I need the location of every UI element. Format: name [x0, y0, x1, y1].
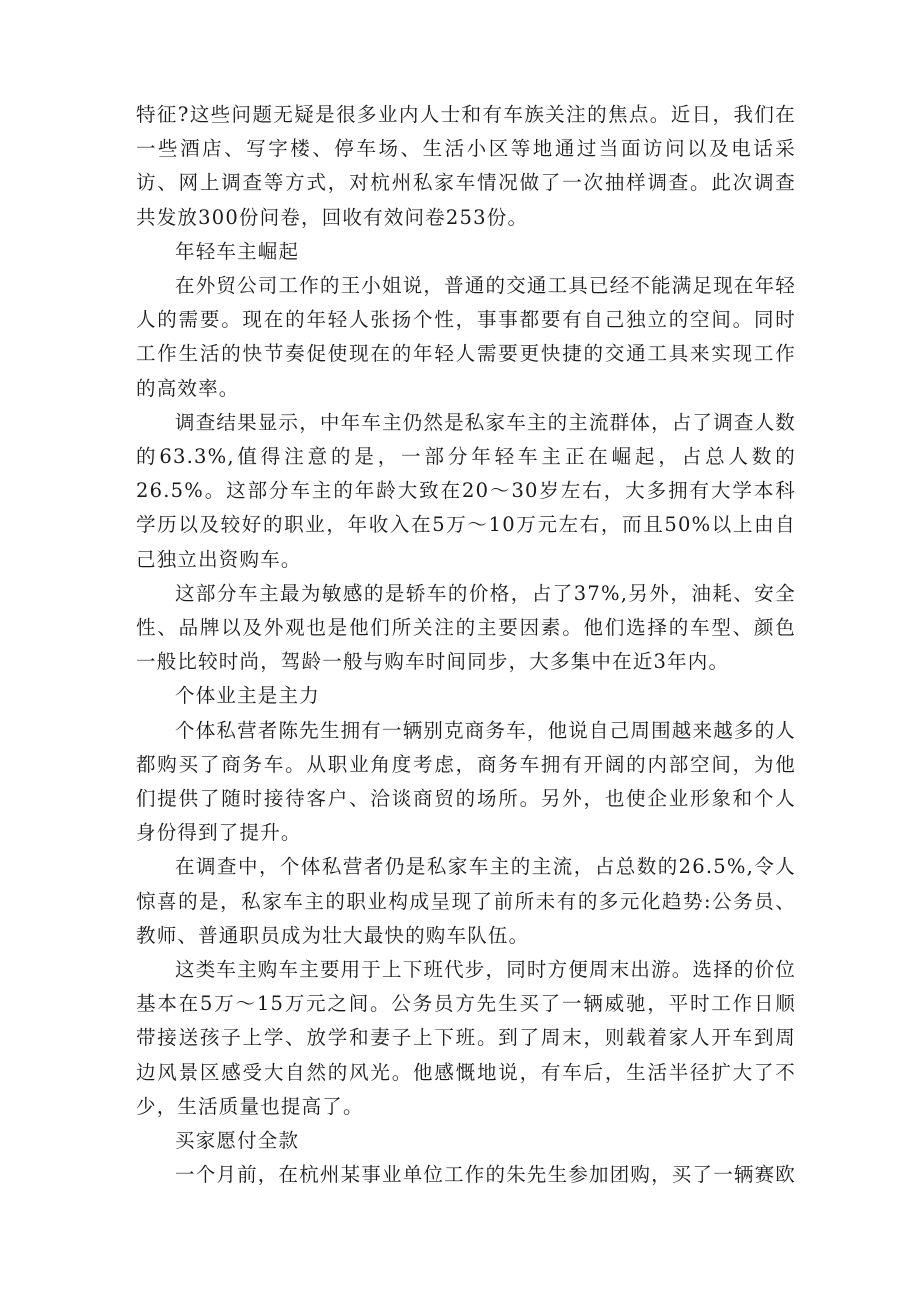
- section-heading-young-owners: 年轻车主崛起: [175, 239, 300, 263]
- section-heading-individual-owners: 个体业主是主力: [175, 684, 320, 708]
- section-heading-full-payment: 买家愿付全款: [175, 1129, 300, 1153]
- paragraph-intro-continued: 特征?这些问题无疑是很多业内人士和有车族关注的焦点。近日，我们在一些酒店、写字楼、停车场、生活小区等地通过当面访问以及电话采访、网上调查等方式，对杭州私家车情况做了一次抽样调查。此次调查共发放300份问卷，回收有效问卷253份。: [136, 103, 796, 229]
- paragraph: 个体私营者陈先生拥有一辆别克商务车，他说自己周围越来越多的人都购买了商务车。从职业角度考虑，商务车拥有开阔的内部空间，为他们提供了随时接待客户、洽谈商贸的场所。另外，也使企业形象和个人身份得到了提升。: [136, 718, 797, 845]
- paragraph: 这类车主购车主要用于上下班代步，同时方便周末出游。选择的价位基本在5万～15万元之间。公务员方先生买了一辆威驰，平时工作日顺带接送孩子上学、放学和妻子上下班。到了周末，则载着家人开车到周边风景区感受大自然的风光。他感慨地说，有车后，生活半径扩大了不少，生活质量也提高了。: [136, 958, 797, 1118]
- paragraph: 在外贸公司工作的王小姐说，普通的交通工具已经不能满足现在年轻人的需要。现在的年轻人张扬个性，事事都要有自己独立的空间。同时工作生活的快节奏促使现在的年轻人需要更快捷的交通工具来实现工作的高效率。: [136, 274, 797, 400]
- paragraph: 调查结果显示，中年车主仍然是私家车主的主流群体，占了调查人数的63.3%,值得注意的是，一部分年轻车主正在崛起，占总人数的26.5%。这部分车主的年龄大致在20～30岁左右，大多拥有大学本科学历以及较好的职业，年收入在5万～10万元左右，而且50%以上由自己独立出资购车。: [136, 410, 797, 571]
- paragraph: 这部分车主最为敏感的是轿车的价格，占了37%,另外，油耗、安全性、品牌以及外观也是他们所关注的主要因素。他们选择的车型、颜色一般比较时尚，驾龄一般与购车时间同步，大多集中在近3年内。: [136, 581, 796, 674]
- paragraph: 在调查中，个体私营者仍是私家车主的主流，占总数的26.5%,令人惊喜的是，私家车主的职业构成呈现了前所未有的多元化趋势:公务员、教师、普通职员成为壮大最快的购车队伍。: [136, 855, 796, 947]
- paragraph: 一个月前，在杭州某事业单位工作的朱先生参加团购，买了一辆赛欧: [175, 1163, 797, 1187]
- document-page: [136, 98, 796, 1193]
